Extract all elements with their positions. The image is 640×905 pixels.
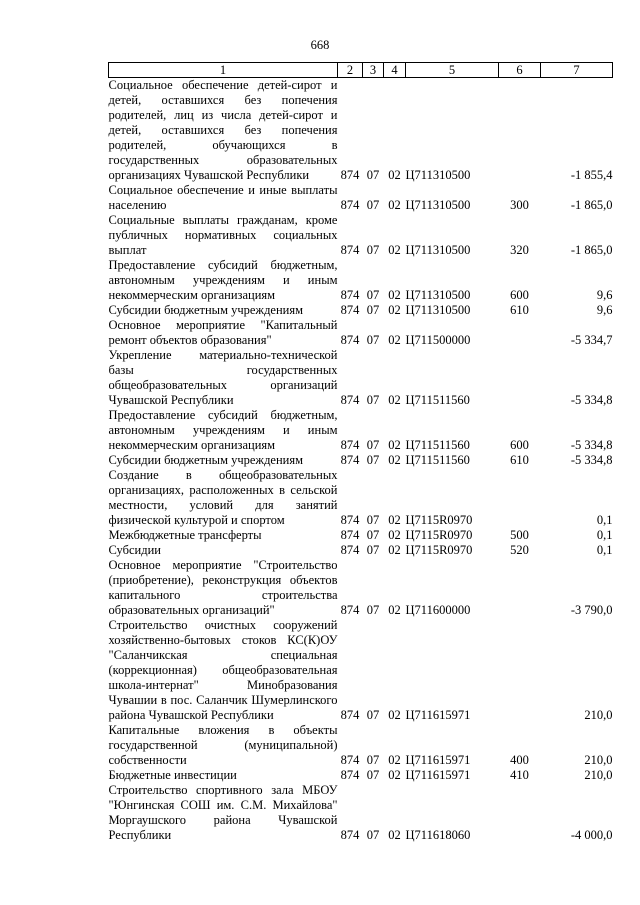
cell-expense-type: 400 (510, 753, 529, 767)
cell-target: Ц7115R0970 (405, 513, 473, 527)
cell-expense-type: 600 (510, 438, 529, 452)
cell-section: 07 (366, 453, 380, 467)
cell-expense-type: 410 (510, 768, 529, 782)
cell-expense-type: 610 (510, 303, 529, 317)
cell-target: Ц711310500 (405, 243, 471, 257)
cell-target: Ц7115R0970 (405, 528, 473, 542)
cell-ministry: 874 (340, 438, 360, 452)
page-number: 668 (310, 38, 330, 52)
cell-ministry: 874 (340, 333, 360, 347)
table-row (109, 453, 613, 468)
cell-amount: -5 334,8 (570, 453, 613, 467)
cell-target: Ц711310500 (405, 303, 471, 317)
header-col-3: 3 (363, 63, 384, 78)
table-row (109, 408, 613, 453)
cell-amount: -1 855,4 (570, 168, 613, 182)
cell-amount: 0,1 (596, 543, 613, 557)
cell-ministry: 874 (340, 828, 360, 842)
cell-expense-type (499, 558, 541, 618)
cell-section: 07 (366, 288, 380, 302)
header-row (109, 63, 613, 78)
cell-subsection: 02 (388, 828, 401, 842)
cell-section: 07 (366, 438, 380, 452)
cell-ministry: 874 (340, 753, 360, 767)
cell-amount: 210,0 (584, 708, 613, 722)
cell-section: 07 (366, 168, 380, 182)
cell-ministry: 874 (340, 543, 360, 557)
table-row (109, 558, 613, 618)
cell-target: Ц711600000 (405, 603, 471, 617)
cell-subsection: 02 (388, 393, 401, 407)
cell-section: 07 (366, 198, 380, 212)
cell-section: 07 (366, 528, 380, 542)
table-row (109, 183, 613, 213)
cell-target: Ц711511560 (405, 438, 470, 452)
cell-ministry: 874 (340, 708, 360, 722)
cell-subsection: 02 (388, 303, 401, 317)
cell-subsection: 02 (388, 243, 401, 257)
cell-section: 07 (366, 543, 380, 557)
cell-section: 07 (366, 753, 380, 767)
cell-ministry: 874 (340, 528, 360, 542)
cell-amount: 9,6 (596, 303, 613, 317)
header-col-6: 6 (499, 63, 541, 78)
cell-expense-type (499, 78, 541, 184)
cell-section: 07 (366, 303, 380, 317)
cell-subsection: 02 (388, 708, 401, 722)
cell-subsection: 02 (388, 603, 401, 617)
cell-name: Бюджетные инвестиции (108, 768, 237, 782)
cell-ministry: 874 (340, 303, 360, 317)
table-row (109, 213, 613, 258)
cell-section: 07 (366, 708, 380, 722)
cell-name: Строительство спортивного зала МБОУ "Юнгинская СОШ им. С.М. Михайлова" Моргаушского района Чувашской Республики (108, 783, 338, 842)
cell-ministry: 874 (340, 198, 360, 212)
cell-amount: 210,0 (584, 768, 613, 782)
cell-name: Социальное обеспечение и иные выплаты населению (108, 183, 338, 212)
cell-expense-type (499, 348, 541, 408)
cell-target: Ц711511560 (405, 453, 470, 467)
cell-amount: -4 000,0 (570, 828, 613, 842)
cell-ministry: 874 (340, 603, 360, 617)
cell-target: Ц711615971 (405, 768, 471, 782)
cell-expense-type (499, 618, 541, 723)
cell-target: Ц711615971 (405, 753, 471, 767)
cell-expense-type: 300 (510, 198, 529, 212)
table-row (109, 348, 613, 408)
table-row (109, 543, 613, 558)
cell-subsection: 02 (388, 438, 401, 452)
cell-subsection: 02 (388, 543, 401, 557)
table-row (109, 318, 613, 348)
cell-section: 07 (366, 828, 380, 842)
cell-section: 07 (366, 333, 380, 347)
cell-target: Ц711511560 (405, 393, 470, 407)
cell-expense-type: 600 (510, 288, 529, 302)
cell-expense-type: 500 (510, 528, 529, 542)
cell-name: Социальное обеспечение детей-сирот и детей, оставшихся без попечения родителей, лиц из числа детей-сирот и детей, оставшихся без попечения родителей, обучающихся в государственных образовательных организациях Чувашской Республики (108, 78, 338, 182)
cell-amount: -1 865,0 (570, 243, 613, 257)
cell-section: 07 (366, 603, 380, 617)
cell-name: Капитальные вложения в объекты государственной (муниципальной) собственности (108, 723, 338, 767)
cell-amount: -1 865,0 (570, 198, 613, 212)
cell-subsection: 02 (388, 753, 401, 767)
cell-target: Ц711310500 (405, 288, 471, 302)
table-row (109, 468, 613, 528)
cell-amount: 0,1 (596, 528, 613, 542)
header-col-1: 1 (109, 63, 338, 78)
cell-ministry: 874 (340, 768, 360, 782)
cell-subsection: 02 (388, 528, 401, 542)
cell-amount: 9,6 (596, 288, 613, 302)
cell-subsection: 02 (388, 768, 401, 782)
cell-amount: -5 334,7 (570, 333, 613, 347)
cell-name: Укрепление материально-технической базы государственных общеобразовательных организаций Чувашской Республики (108, 348, 338, 407)
table-row (109, 723, 613, 768)
cell-amount: -3 790,0 (570, 603, 613, 617)
cell-section: 07 (366, 768, 380, 782)
table-row (109, 78, 613, 184)
table-row (109, 768, 613, 783)
cell-ministry: 874 (340, 513, 360, 527)
cell-subsection: 02 (388, 168, 401, 182)
cell-target: Ц711500000 (405, 333, 471, 347)
cell-subsection: 02 (388, 198, 401, 212)
cell-ministry: 874 (340, 168, 360, 182)
cell-name: Создание в общеобразовательных организациях, расположенных в сельской местности, условий для занятий физической культурой и спортом (108, 468, 338, 527)
cell-subsection: 02 (388, 288, 401, 302)
header-col-5: 5 (406, 63, 499, 78)
cell-subsection: 02 (388, 333, 401, 347)
cell-name: Субсидии (108, 543, 161, 557)
budget-table (108, 62, 613, 843)
cell-name: Основное мероприятие "Строительство (приобретение), реконструкция объектов капитального строительства образовательных организаций" (108, 558, 338, 617)
header-col-2: 2 (338, 63, 363, 78)
cell-amount: 0,1 (596, 513, 613, 527)
cell-amount: 210,0 (584, 753, 613, 767)
cell-name: Субсидии бюджетным учреждениям (108, 453, 304, 467)
cell-target: Ц711310500 (405, 198, 471, 212)
cell-amount: -5 334,8 (570, 438, 613, 452)
table-row (109, 528, 613, 543)
cell-expense-type (499, 468, 541, 528)
cell-expense-type (499, 783, 541, 843)
cell-target: Ц711310500 (405, 168, 471, 182)
table-row (109, 258, 613, 303)
cell-name: Строительство очистных сооружений хозяйственно-бытовых стоков КС(К)ОУ "Саланчикская специальная (коррекционная) общеобразовательная школа-интернат" Минобразования Чувашии в пос. Саланчик Шумерлинского района Чувашской Республики (108, 618, 338, 722)
cell-section: 07 (366, 513, 380, 527)
cell-subsection: 02 (388, 513, 401, 527)
cell-name: Предоставление субсидий бюджетным, автономным учреждениям и иным некоммерческим организациям (108, 408, 338, 452)
cell-name: Межбюджетные трансферты (108, 528, 262, 542)
cell-ministry: 874 (340, 453, 360, 467)
cell-expense-type: 610 (510, 453, 529, 467)
cell-name: Социальные выплаты гражданам, кроме публичных нормативных социальных выплат (108, 213, 338, 257)
cell-section: 07 (366, 393, 380, 407)
header-col-4: 4 (384, 63, 406, 78)
cell-ministry: 874 (340, 393, 360, 407)
cell-section: 07 (366, 243, 380, 257)
cell-amount: -5 334,8 (570, 393, 613, 407)
cell-expense-type (499, 318, 541, 348)
table-row (109, 618, 613, 723)
header-col-7: 7 (541, 63, 613, 78)
table-row (109, 303, 613, 318)
cell-target: Ц7115R0970 (405, 543, 473, 557)
cell-name: Основное мероприятие "Капитальный ремонт объектов образования" (108, 318, 338, 347)
cell-name: Предоставление субсидий бюджетным, автономным учреждениям и иным некоммерческим организациям (108, 258, 338, 302)
cell-expense-type: 520 (510, 543, 529, 557)
cell-ministry: 874 (340, 288, 360, 302)
cell-name: Субсидии бюджетным учреждениям (108, 303, 304, 317)
cell-subsection: 02 (388, 453, 401, 467)
cell-expense-type: 320 (510, 243, 529, 257)
table-row (109, 783, 613, 843)
cell-ministry: 874 (340, 243, 360, 257)
cell-target: Ц711618060 (405, 828, 471, 842)
cell-target: Ц711615971 (405, 708, 471, 722)
